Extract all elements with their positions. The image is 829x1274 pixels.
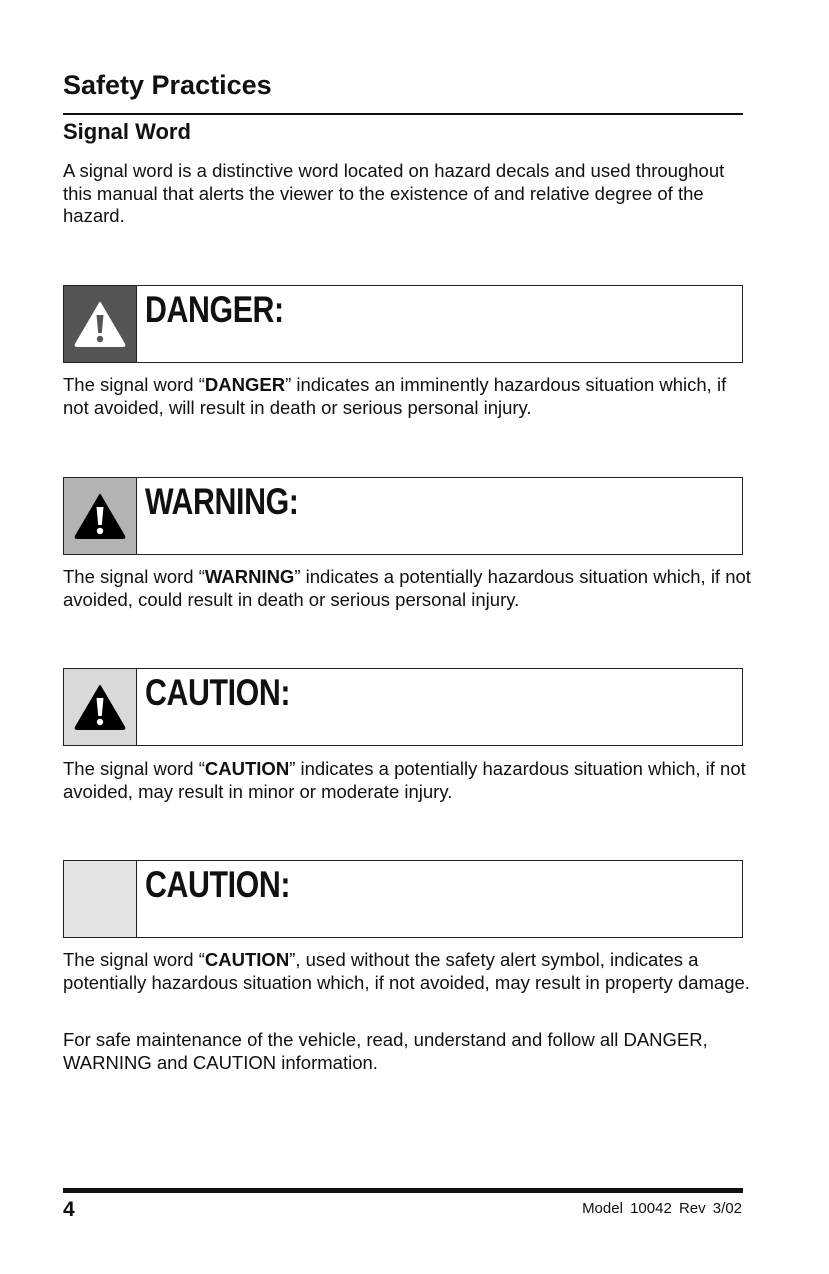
caution-description: The signal word “CAUTION” indicates a potentially hazardous situation which, if not avoided, may result in minor or moderate injury. [63,758,746,802]
document-meta: Model 10042 Rev 3/02 [582,1200,742,1217]
danger-signal-box [63,285,743,363]
caution-no-symbol-word: CAUTION: [145,864,291,905]
title-divider [63,113,743,115]
empty-icon-cell [64,861,137,937]
closing-paragraph: For safe maintenance of the vehicle, read, understand and follow all DANGER, WARNING and CAUTION information. [63,1029,708,1073]
warning-signal-box [63,477,743,555]
caution-signal-box [63,668,743,746]
intro-paragraph: A signal word is a distinctive word located on hazard decals and used throughout this manual that alerts the viewer to the existence of and relative degree of the hazard. [63,160,725,226]
caution-no-symbol-description: The signal word “CAUTION”, used without the safety alert symbol, indicates a potentially hazardous situation which, if not avoided, may result in property damage. [63,949,750,993]
warning-description: The signal word “WARNING” indicates a potentially hazardous situation which, if not avoided, could result in death or serious personal injury. [63,566,751,610]
section-title: Signal Word [63,119,191,144]
warning-triangle-icon [73,492,127,540]
page-title: Safety Practices [63,70,272,100]
caution-icon-cell [64,669,137,745]
page-number: 4 [63,1198,75,1221]
danger-icon-cell [64,286,137,362]
danger-description: The signal word “DANGER” indicates an imminently hazardous situation which, if not avoided, will result in death or serious personal injury. [63,374,727,418]
warning-triangle-inverse-icon [73,300,127,348]
warning-signal-word: WARNING: [145,481,299,522]
footer-divider [63,1188,743,1193]
warning-icon-cell [64,478,137,554]
warning-triangle-icon [73,683,127,731]
caution-signal-word: CAUTION: [145,672,291,713]
caution-no-symbol-box [63,860,743,938]
danger-signal-word: DANGER: [145,289,284,330]
